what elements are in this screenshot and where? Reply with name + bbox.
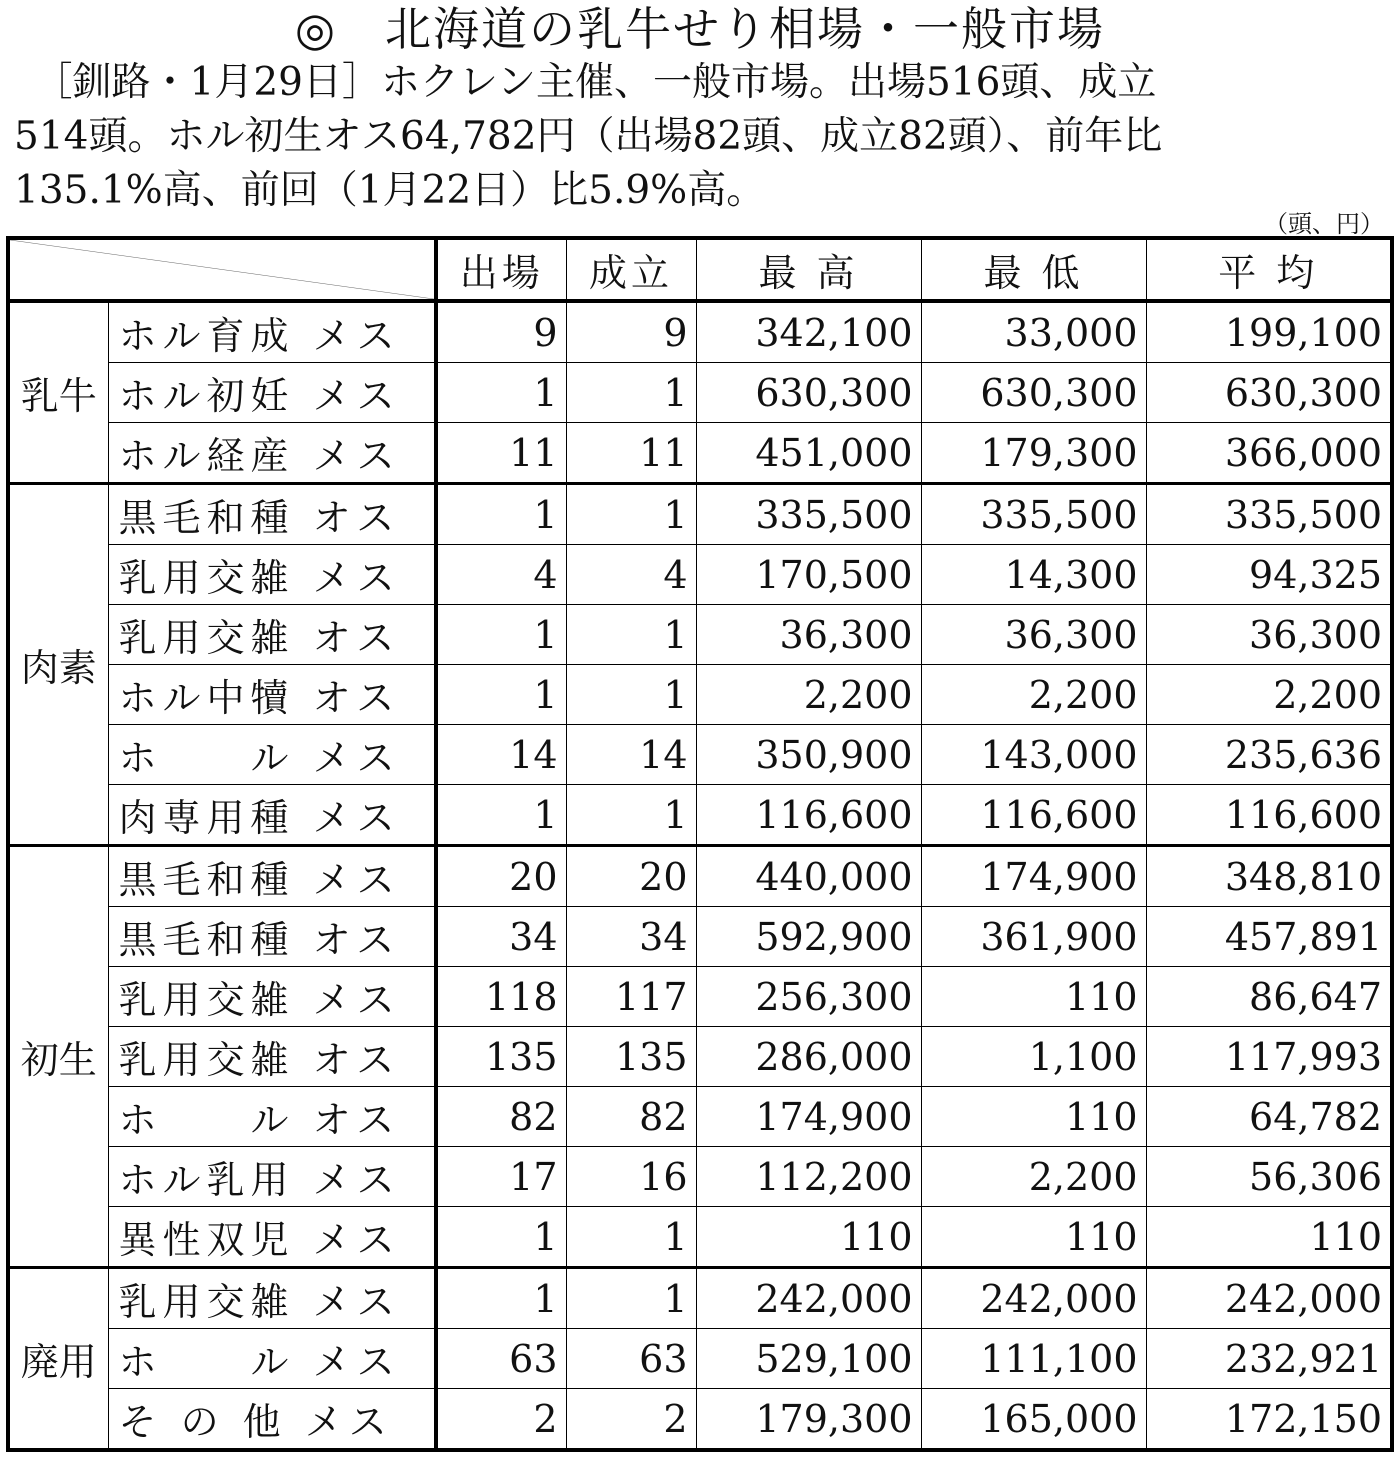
kind-cell: ホ ル オス xyxy=(108,1087,436,1147)
max-price-cell: 179,300 xyxy=(696,1389,921,1451)
entries-cell: 4 xyxy=(436,545,566,605)
min-price-cell: 630,300 xyxy=(921,363,1146,423)
entries-cell: 82 xyxy=(436,1087,566,1147)
table-row xyxy=(8,301,1392,363)
kind-cell: 乳用交雑 オス xyxy=(108,1027,436,1087)
corner-cell xyxy=(8,238,436,301)
min-price-cell: 111,100 xyxy=(921,1329,1146,1389)
sold-cell: 34 xyxy=(566,907,696,967)
sold-cell: 4 xyxy=(566,545,696,605)
avg-price-cell: 348,810 xyxy=(1146,846,1392,907)
table-row xyxy=(8,1389,1392,1451)
min-price-cell: 335,500 xyxy=(921,484,1146,545)
min-price-cell: 143,000 xyxy=(921,725,1146,785)
sold-cell: 135 xyxy=(566,1027,696,1087)
max-price-cell: 529,100 xyxy=(696,1329,921,1389)
avg-price-cell: 172,150 xyxy=(1146,1389,1392,1451)
kind-cell: ホル経産 メス xyxy=(108,423,436,484)
max-price-cell: 286,000 xyxy=(696,1027,921,1087)
max-price-cell: 630,300 xyxy=(696,363,921,423)
max-price-cell: 170,500 xyxy=(696,545,921,605)
lead-line: 514頭。ホル初生オス64,782円（出場82頭、成立82頭）、前年比 xyxy=(14,114,1163,159)
avg-price-cell: 36,300 xyxy=(1146,605,1392,665)
lead-line: 135.1%高、前回（1月22日）比5.9%高。 xyxy=(14,168,766,213)
header-sold: 成立 xyxy=(566,238,696,301)
avg-price-cell: 199,100 xyxy=(1146,301,1392,363)
sold-cell: 117 xyxy=(566,967,696,1027)
min-price-cell: 242,000 xyxy=(921,1268,1146,1329)
entries-cell: 1 xyxy=(436,1207,566,1268)
kind-cell: ホ ル メス xyxy=(108,1329,436,1389)
entries-cell: 1 xyxy=(436,484,566,545)
min-price-cell: 1,100 xyxy=(921,1027,1146,1087)
table-row xyxy=(8,725,1392,785)
sold-cell: 2 xyxy=(566,1389,696,1451)
max-price-cell: 2,200 xyxy=(696,665,921,725)
entries-cell: 135 xyxy=(436,1027,566,1087)
kind-cell: 乳用交雑 メス xyxy=(108,545,436,605)
avg-price-cell: 64,782 xyxy=(1146,1087,1392,1147)
sold-cell: 20 xyxy=(566,846,696,907)
table-row xyxy=(8,1329,1392,1389)
avg-price-cell: 630,300 xyxy=(1146,363,1392,423)
lead-line: ［釧路・1月29日］ホクレン主催、一般市場。出場516頭、成立 xyxy=(14,60,1157,105)
sold-cell: 14 xyxy=(566,725,696,785)
avg-price-cell: 56,306 xyxy=(1146,1147,1392,1207)
sold-cell: 1 xyxy=(566,363,696,423)
sold-cell: 16 xyxy=(566,1147,696,1207)
entries-cell: 20 xyxy=(436,846,566,907)
sold-cell: 1 xyxy=(566,785,696,846)
table-row xyxy=(8,907,1392,967)
price-table xyxy=(6,236,1394,1452)
entries-cell: 34 xyxy=(436,907,566,967)
table-row xyxy=(8,1087,1392,1147)
min-price-cell: 179,300 xyxy=(921,423,1146,484)
avg-price-cell: 235,636 xyxy=(1146,725,1392,785)
table-row xyxy=(8,785,1392,846)
table-row xyxy=(8,1268,1392,1329)
kind-cell: ホル乳用 メス xyxy=(108,1147,436,1207)
table-row xyxy=(8,1207,1392,1268)
group-label: 乳牛 xyxy=(8,301,108,484)
max-price-cell: 256,300 xyxy=(696,967,921,1027)
table-body xyxy=(8,301,1392,1450)
kind-cell: 黒毛和種 オス xyxy=(108,484,436,545)
min-price-cell: 2,200 xyxy=(921,1147,1146,1207)
min-price-cell: 110 xyxy=(921,1087,1146,1147)
max-price-cell: 110 xyxy=(696,1207,921,1268)
header-avg: 平 均 xyxy=(1146,238,1392,301)
max-price-cell: 451,000 xyxy=(696,423,921,484)
table-row xyxy=(8,846,1392,907)
table-row xyxy=(8,605,1392,665)
sold-cell: 11 xyxy=(566,423,696,484)
kind-cell: ホル中犢 オス xyxy=(108,665,436,725)
table-row xyxy=(8,484,1392,545)
entries-cell: 9 xyxy=(436,301,566,363)
table-row xyxy=(8,967,1392,1027)
unit-label: （頭、円） xyxy=(1264,210,1384,238)
min-price-cell: 33,000 xyxy=(921,301,1146,363)
avg-price-cell: 242,000 xyxy=(1146,1268,1392,1329)
kind-cell: 黒毛和種 オス xyxy=(108,907,436,967)
max-price-cell: 592,900 xyxy=(696,907,921,967)
kind-cell: 乳用交雑 メス xyxy=(108,967,436,1027)
table-row xyxy=(8,1027,1392,1087)
entries-cell: 1 xyxy=(436,363,566,423)
entries-cell: 14 xyxy=(436,725,566,785)
sold-cell: 1 xyxy=(566,1268,696,1329)
entries-cell: 1 xyxy=(436,665,566,725)
sold-cell: 63 xyxy=(566,1329,696,1389)
avg-price-cell: 86,647 xyxy=(1146,967,1392,1027)
sold-cell: 1 xyxy=(566,665,696,725)
min-price-cell: 116,600 xyxy=(921,785,1146,846)
sold-cell: 9 xyxy=(566,301,696,363)
avg-price-cell: 232,921 xyxy=(1146,1329,1392,1389)
sold-cell: 1 xyxy=(566,484,696,545)
group-label: 廃用 xyxy=(8,1268,108,1451)
header-entries: 出場 xyxy=(436,238,566,301)
entries-cell: 11 xyxy=(436,423,566,484)
group-label: 初生 xyxy=(8,846,108,1268)
min-price-cell: 2,200 xyxy=(921,665,1146,725)
min-price-cell: 361,900 xyxy=(921,907,1146,967)
entries-cell: 2 xyxy=(436,1389,566,1451)
max-price-cell: 112,200 xyxy=(696,1147,921,1207)
min-price-cell: 36,300 xyxy=(921,605,1146,665)
entries-cell: 118 xyxy=(436,967,566,1027)
kind-cell: 黒毛和種 メス xyxy=(108,846,436,907)
entries-cell: 1 xyxy=(436,785,566,846)
table-row xyxy=(8,665,1392,725)
group-label: 肉素 xyxy=(8,484,108,846)
header-row xyxy=(8,238,1392,301)
sold-cell: 1 xyxy=(566,1207,696,1268)
max-price-cell: 36,300 xyxy=(696,605,921,665)
kind-cell: そ の 他 メス xyxy=(108,1389,436,1451)
min-price-cell: 165,000 xyxy=(921,1389,1146,1451)
kind-cell: ホ ル メス xyxy=(108,725,436,785)
max-price-cell: 350,900 xyxy=(696,725,921,785)
kind-cell: 乳用交雑 メス xyxy=(108,1268,436,1329)
table-row xyxy=(8,363,1392,423)
entries-cell: 1 xyxy=(436,605,566,665)
max-price-cell: 116,600 xyxy=(696,785,921,846)
diagonal-line xyxy=(10,240,434,299)
max-price-cell: 242,000 xyxy=(696,1268,921,1329)
max-price-cell: 342,100 xyxy=(696,301,921,363)
sold-cell: 82 xyxy=(566,1087,696,1147)
header-min: 最 低 xyxy=(921,238,1146,301)
table-row xyxy=(8,423,1392,484)
avg-price-cell: 116,600 xyxy=(1146,785,1392,846)
kind-cell: 乳用交雑 オス xyxy=(108,605,436,665)
header-max: 最 高 xyxy=(696,238,921,301)
kind-cell: ホル育成 メス xyxy=(108,301,436,363)
entries-cell: 63 xyxy=(436,1329,566,1389)
max-price-cell: 335,500 xyxy=(696,484,921,545)
min-price-cell: 174,900 xyxy=(921,846,1146,907)
avg-price-cell: 117,993 xyxy=(1146,1027,1392,1087)
min-price-cell: 14,300 xyxy=(921,545,1146,605)
kind-cell: 肉専用種 メス xyxy=(108,785,436,846)
min-price-cell: 110 xyxy=(921,1207,1146,1268)
min-price-cell: 110 xyxy=(921,967,1146,1027)
sold-cell: 1 xyxy=(566,605,696,665)
avg-price-cell: 110 xyxy=(1146,1207,1392,1268)
table-row xyxy=(8,1147,1392,1207)
max-price-cell: 174,900 xyxy=(696,1087,921,1147)
avg-price-cell: 335,500 xyxy=(1146,484,1392,545)
avg-price-cell: 366,000 xyxy=(1146,423,1392,484)
avg-price-cell: 457,891 xyxy=(1146,907,1392,967)
kind-cell: 異性双児 メス xyxy=(108,1207,436,1268)
lead-paragraph xyxy=(14,56,1386,218)
entries-cell: 1 xyxy=(436,1268,566,1329)
page-title: ◎ 北海道の乳牛せり相場・一般市場 xyxy=(294,2,1106,56)
avg-price-cell: 94,325 xyxy=(1146,545,1392,605)
avg-price-cell: 2,200 xyxy=(1146,665,1392,725)
table-row xyxy=(8,545,1392,605)
max-price-cell: 440,000 xyxy=(696,846,921,907)
kind-cell: ホル初妊 メス xyxy=(108,363,436,423)
entries-cell: 17 xyxy=(436,1147,566,1207)
